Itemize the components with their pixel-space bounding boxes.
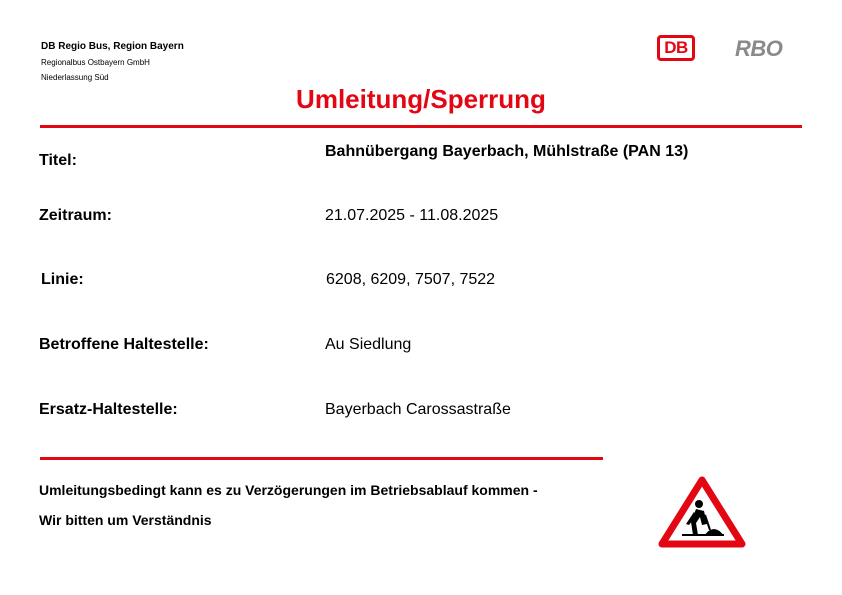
divider-bottom bbox=[40, 457, 603, 460]
zeitraum-value: 21.07.2025 - 11.08.2025 bbox=[325, 207, 499, 224]
zeitraum-label: Zeitraum: bbox=[39, 207, 112, 224]
org-subtitle-company: Regionalbus Ostbayern GmbH bbox=[41, 58, 150, 67]
betroffene-haltestelle-value: Au Siedlung bbox=[325, 336, 412, 353]
linie-value: 6208, 6209, 7507, 7522 bbox=[326, 271, 496, 288]
titel-value: Bahnübergang Bayerbach, Mühlstraße (PAN 13) bbox=[325, 143, 689, 160]
org-subtitle-branch: Niederlassung Süd bbox=[41, 73, 109, 82]
divider-top bbox=[40, 125, 802, 128]
titel-label: Titel: bbox=[39, 152, 77, 169]
roadworks-warning-icon bbox=[658, 476, 746, 548]
org-name: DB Regio Bus, Region Bayern bbox=[41, 41, 184, 52]
notice-line-2: Wir bitten um Verständnis bbox=[39, 512, 212, 528]
page-title: Umleitung/Sperrung bbox=[296, 84, 546, 114]
notice-line-1: Umleitungsbedingt kann es zu Verzögerungen im Betriebsablauf kommen - bbox=[39, 482, 538, 498]
db-logo: DB bbox=[657, 35, 695, 61]
betroffene-haltestelle-label: Betroffene Haltestelle: bbox=[39, 336, 209, 353]
ersatz-haltestelle-label: Ersatz-Haltestelle: bbox=[39, 401, 178, 418]
rbo-logo: RBO bbox=[735, 36, 783, 61]
linie-label: Linie: bbox=[41, 271, 84, 288]
ersatz-haltestelle-value: Bayerbach Carossastraße bbox=[325, 401, 511, 418]
